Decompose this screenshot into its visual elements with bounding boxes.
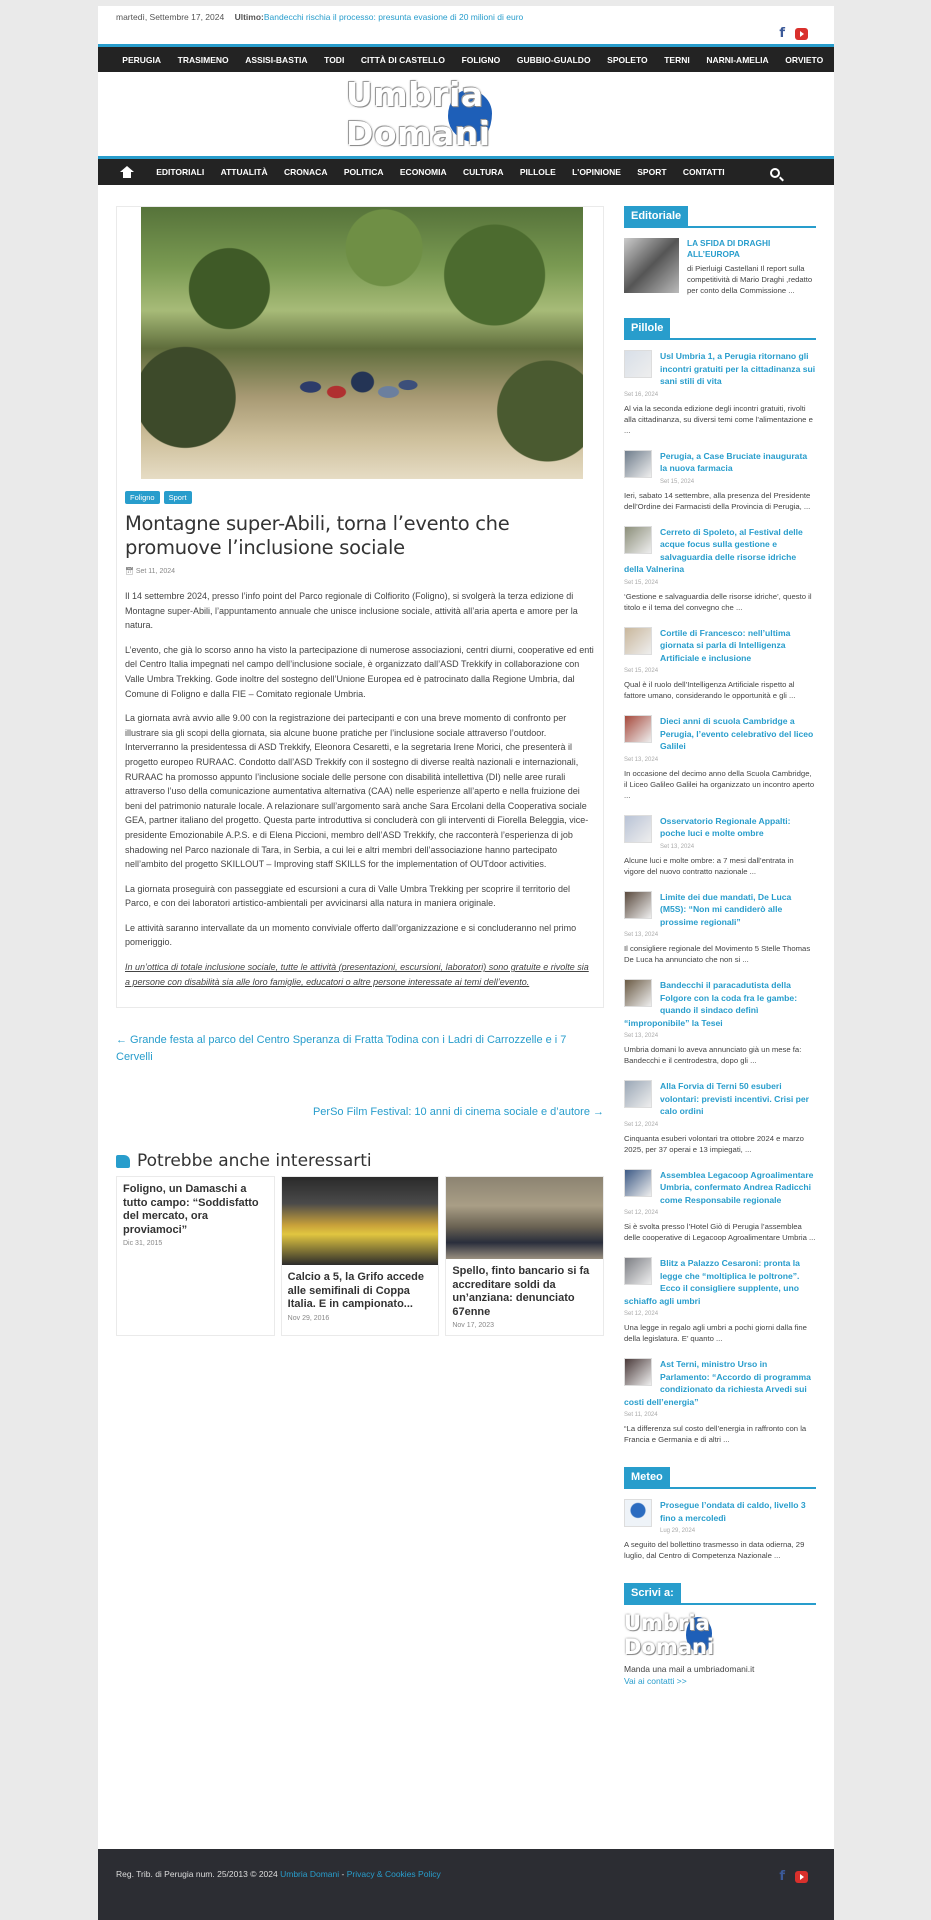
pillole-excerpt: “La differenza sul costo dell’energia in raffronto con la Francia e Germania e di altri ... (624, 1424, 807, 1444)
footer (98, 1849, 834, 1920)
pillole-link[interactable]: Dieci anni di scuola Cambridge a Perugia, l’evento celebrativo del liceo Galilei (660, 716, 814, 751)
tag-foligno[interactable]: Foligno (125, 491, 160, 504)
pillole-link[interactable]: Bandecchi il paracadutista della Folgore con la coda fra le gambe: quando il sindaco definì “improponibile” la Tesei (624, 980, 798, 1028)
pillole-title: Pillole (624, 318, 670, 340)
city-nav (98, 44, 834, 72)
related-title (116, 1151, 604, 1171)
hikers-image-detail (291, 347, 421, 447)
related-item[interactable] (445, 1176, 604, 1336)
meteo-date: Lug 29, 2024 (660, 1528, 696, 1534)
pillole-item (624, 715, 816, 801)
top-bar (98, 6, 834, 44)
editoriale-title: Editoriale (624, 206, 688, 228)
scrivi-logo (624, 1611, 776, 1659)
sidebar (624, 206, 816, 1709)
pillole-link[interactable]: Blitz a Palazzo Cesaroni: pronta la legge che “moltiplica le poltrone”. Ecco il consigliere supplente, uno schiaffo agli umbri (624, 1258, 800, 1306)
pillole-date: Set 16, 2024 (624, 391, 659, 398)
post-navigation (116, 1032, 604, 1121)
meteo-title: Meteo (624, 1467, 670, 1489)
pillole-excerpt: Alcune luci e molte ombre: a 7 mesi dall’entrata in vigore del nuovo contratto nazionale ... (624, 855, 794, 876)
main-nav-item[interactable]: CULTURA (463, 167, 504, 177)
main-nav-item[interactable]: CONTATTI (682, 167, 725, 177)
pillole-item (624, 526, 816, 613)
contacts-link[interactable]: Vai ai contatti >> (624, 1676, 687, 1686)
article (116, 206, 604, 1008)
pillole-excerpt: Cinquanta esuberi volontari tra ottobre 2024 e marzo 2025, per 37 operai e 13 impiegati, ... (624, 1133, 804, 1154)
pillole-thumbnail[interactable] (624, 979, 652, 1007)
pillole-thumbnail[interactable] (624, 450, 652, 478)
pillole-thumbnail[interactable] (624, 350, 652, 378)
city-nav-item[interactable]: NARNI-AMELIA (706, 54, 769, 65)
pillole-date: Set 12, 2024 (624, 1210, 659, 1216)
facebook-icon[interactable]: f (779, 1869, 785, 1884)
pillole-item (624, 350, 816, 436)
article-body (125, 589, 595, 989)
pillole-excerpt: Il consigliere regionale del Movimento 5 Stelle Thomas De Luca ha annunciato che non si ... (624, 944, 811, 964)
city-nav-item[interactable]: SPOLETO (607, 54, 648, 65)
pillole-date: Set 12, 2024 (624, 1121, 659, 1128)
pillole-date: Set 13, 2024 (624, 1033, 659, 1039)
city-nav-item[interactable]: FOLIGNO (461, 54, 501, 65)
main-nav-item[interactable]: EDITORIALI (156, 167, 205, 177)
main-nav-item[interactable]: L'OPINIONE (572, 167, 621, 177)
pillole-widget (624, 318, 816, 1445)
main-nav-item[interactable]: SPORT (637, 167, 667, 177)
pillole-thumbnail[interactable] (624, 1358, 652, 1386)
related-grid (116, 1176, 604, 1336)
pillole-excerpt: In occasione del decimo anno della Scuola Cambridge, il Liceo Galileo Galilei ha organizzato un incontro aperto ... (624, 768, 815, 800)
city-nav-item[interactable]: ASSISI-BASTIA (245, 54, 308, 65)
main-content (116, 206, 604, 1336)
main-nav-item[interactable]: PILLOLE (519, 167, 556, 177)
editoriale-thumbnail[interactable] (624, 238, 679, 293)
city-nav-item[interactable]: TODI (324, 54, 345, 65)
pillole-link[interactable]: Assemblea Legacoop Agroalimentare Umbria, confermato Andrea Radicchi come Responsabile regionale (660, 1169, 814, 1205)
pillole-date: Set 15, 2024 (660, 478, 695, 485)
article-tags (125, 491, 595, 504)
breaking-news-link[interactable]: Bandecchi rischia il processo: presunta evasione di 20 milioni di euro (263, 12, 524, 22)
next-post-link[interactable]: PerSo Film Festival: 10 anni di cinema sociale e d’autore → (312, 1106, 604, 1119)
article-paragraph-3: La giornata avrà avvio alle 9.00 con la registrazione dei partecipanti e con una breve momento di confronto per illustrare sia gli scopi della giornata, sia alcune buone pratiche per l’inclusione sociale attraverso l’outdoor. Interverranno la presidentessa di ASD Trekkify, Eleonora Cesaretti, e la segretaria Irene Morici, che presenterà il progetto europeo RURAAC. Condotto dall’ASD Trekkify con il sostegno di diverse realtà nazionali e internazionali, RURAAC ha promosso appunto l’inclusione sociale delle persone con disabilità intellettiva (DI) nelle aree rurali attraverso l’uso della comunicazione aumentativa alternativa (CAA) nelle esperienze all’aperto e nella fruizione dei beni del patrimonio naturale locale. A relazionare sull’argomento sarà anche Sara Ercolani della Cooperativa sociale GEA, partner italiano del progetto. Questa parte introduttiva si concluderà con gli interventi di Fiorella Beleggia, vice-presidente Emozionabile A.P.S. e di Elena Piccioni, membro dell’ASD Trekkify, che racconterà l’esperienza di job shadowing nel Parco nazionale di Tara, in Serbia, a cui lei e altri membri dell’associazione hanno partecipato nell’ambito del progetto SKILLOUT – Improving staff SKILLS for the implementation of OUTdoor activities. (125, 713, 589, 870)
article-paragraph-5: Le attività saranno intervallate da un momento conviviale offerto dall’organizzazione e si concluderanno nel primo pomeriggio. (125, 922, 577, 948)
pillole-item (624, 891, 816, 966)
city-nav-item[interactable]: ORVIETO (785, 54, 824, 65)
pillole-excerpt: Umbria domani lo aveva annunciato già un mese fa: Bandecchi e il centrodestra, dopo gli ... (624, 1045, 802, 1065)
meteo-widget (624, 1467, 816, 1561)
facebook-icon[interactable]: f (779, 26, 785, 41)
pillole-excerpt: Si è svolta presso l’Hotel Giò di Perugia l’assemblea delle cooperative di Legacoop Agroalimentare Umbria ... (624, 1222, 816, 1242)
pillole-thumbnail[interactable] (624, 1080, 652, 1108)
related-title-text: Potrebbe anche interessarti (137, 1151, 372, 1172)
footer-brand-link[interactable]: Umbria Domani (280, 1869, 340, 1879)
social-links-footer (779, 1869, 808, 1884)
main-nav-item[interactable]: POLITICA (343, 167, 384, 177)
breaking-label: Ultimo: (234, 12, 264, 22)
thumbs-up-icon (116, 1155, 130, 1168)
pillole-date: Set 13, 2024 (624, 756, 659, 763)
city-nav-item[interactable]: CITTÀ DI CASTELLO (360, 54, 445, 65)
pillole-item (624, 1358, 816, 1445)
pillole-date: Set 12, 2024 (624, 1311, 659, 1317)
header-logo-area (98, 72, 834, 156)
pillole-thumbnail[interactable] (624, 1169, 652, 1197)
pillole-item (624, 627, 816, 702)
footer-separator: - (339, 1869, 347, 1879)
site-logo[interactable] (346, 75, 586, 153)
main-nav-item[interactable]: ECONOMIA (399, 167, 447, 177)
logo-text: Umbria Domani (346, 75, 491, 153)
pillole-item (624, 450, 816, 512)
related-item-date: Nov 17, 2023 (452, 1322, 494, 1330)
scrivi-title: Scrivi a: (624, 1583, 681, 1605)
pillole-date: Set 15, 2024 (624, 579, 659, 586)
social-links-top (779, 26, 808, 41)
pillole-date: Set 15, 2024 (624, 668, 659, 674)
editoriale-widget (624, 206, 816, 296)
related-posts (116, 1151, 604, 1336)
article-date: 📅︎ Set 11, 2024 (125, 568, 176, 575)
pillole-item (624, 1169, 816, 1244)
pillole-link[interactable]: Osservatorio Regionale Appalti: poche luci e molte ombre (660, 815, 791, 838)
pillole-list (624, 350, 816, 1445)
article-paragraph-6: In un’ottica di totale inclusione sociale, tutte le attività (presentazioni, escursioni, laboratori) sono gratuite e rivolte sia a persone con disabilità sia alle loro famiglie, educatori o altre persone interessate ai temi dell’evento. (125, 962, 589, 987)
pillole-item (624, 1080, 816, 1155)
scrivi-logo-text: Umbria Domani (624, 1611, 715, 1659)
page-wrapper (98, 6, 834, 1920)
article-paragraph-2: L’evento, che già lo scorso anno ha visto la partecipazione di numerose associazioni, centri diurni, cooperative ed enti del Centro Italia impegnati nel campo dell’inclusione sociale, è organizzato dall’ASD Trekkify in collaborazione con Valle Umbra Trekking. Gode inoltre del sostegno dell’Unione Europea ed è patrocinato dalla Regione Umbria, dal Comune di Foligno e dalla FIE – Comitato regionale Umbria. (125, 644, 594, 699)
privacy-link[interactable]: Privacy & Cookies Policy (346, 1869, 441, 1879)
pillole-date: Set 13, 2024 (660, 843, 695, 850)
pillole-link[interactable]: Cerreto di Spoleto, al Festival delle acque focus sulla gestione e salvaguardia delle risorse idriche della Valnerina (624, 526, 803, 574)
article-paragraph-1: Il 14 settembre 2024, presso l’info point del Parco regionale di Colfiorito (Foligno), si svolgerà la terza edizione di Montagne super-Abili, l’appuntamento annuale che unisce inclusione sociale, attività all’aria aperta e amore per la natura. (125, 591, 578, 631)
pillole-excerpt: Una legge in regalo agli umbri a pochi giorni dalla fine della legislatura. E’ quanto ... (624, 1323, 807, 1343)
article-paragraph-4: La giornata proseguirà con passeggiate ed escursioni a cura di Valle Umbra Trekking per scoprire il territorio del Parco, e con dei laboratori artistico-ambientali per avvicinarsi alla natura in maniera originale. (125, 883, 571, 909)
article-featured-image (141, 207, 583, 479)
tag-sport[interactable]: Sport (164, 491, 192, 504)
city-nav-item[interactable]: GUBBIO-GUALDO (516, 54, 591, 65)
pillole-link[interactable]: Cortile di Francesco: nell’ultima giornata si parla di Intelligenza Artificiale e inclusione (660, 627, 791, 663)
pillole-date: Set 11, 2024 (624, 1412, 658, 1418)
pillole-item (624, 1257, 816, 1344)
previous-post-link[interactable]: ← Grande festa al parco del Centro Speranza di Fratta Todina con i Ladri di Carrozzelle e i 7 Cervelli (116, 1034, 567, 1064)
meteo-link[interactable]: Prosegue l’ondata di caldo, livello 3 fino a mercoledì (660, 1500, 806, 1523)
pillole-thumbnail[interactable] (624, 815, 652, 843)
pillole-link[interactable]: Usl Umbria 1, a Perugia ritornano gli incontri gratuiti per la cittadinanza sui sani stili di vita (660, 351, 816, 386)
related-item[interactable] (116, 1176, 275, 1336)
search-icon[interactable] (770, 168, 780, 178)
pillole-item (624, 979, 816, 1066)
pillole-excerpt: Al via la seconda edizione degli incontri gratuiti, rivolti alla cittadinanza, su diversi temi come l’alimentazione e ... (624, 403, 813, 435)
home-icon[interactable] (120, 166, 134, 178)
pillole-item (624, 815, 816, 877)
related-item[interactable] (281, 1176, 440, 1336)
city-nav-item[interactable]: TERNI (664, 54, 690, 65)
editoriale-excerpt: di Pierluigi Castellani Il report sulla competitività di Mario Draghi ,redatto per conto della Commissione ... (687, 264, 813, 295)
main-nav-item[interactable]: ATTUALITÀ (220, 167, 268, 177)
youtube-icon[interactable] (795, 28, 808, 40)
pillole-thumbnail[interactable] (624, 1257, 652, 1285)
pillole-excerpt: Ieri, sabato 14 settembre, alla presenza del Presidente dell’Ordine dei Farmacisti della Provincia di Perugia, ... (624, 490, 811, 511)
meteo-thumbnail[interactable] (624, 1499, 652, 1527)
related-item-title[interactable]: Spello, finto bancario si fa accreditare soldi da un’anziana: denunciato 67enne (452, 1265, 590, 1318)
current-date: martedì, Settembre 17, 2024 (116, 12, 225, 22)
pillole-excerpt: ‘Gestione e salvaguardia delle risorse idriche’, questo il titolo e il tema del convegno che ... (624, 591, 812, 612)
related-item-date: Nov 29, 2016 (287, 1314, 330, 1322)
related-item-date: Dic 31, 2015 (123, 1240, 163, 1248)
city-nav-item[interactable]: TRASIMENO (177, 54, 229, 65)
article-title: Montagne super-Abili, torna l’evento che promuove l’inclusione sociale (125, 512, 510, 559)
footer-copyright: Reg. Trib. di Perugia num. 25/2013 © 2024 (116, 1869, 281, 1879)
pillole-excerpt: Qual è il ruolo dell’Intelligenza Artificiale rispetto al fattore umano, considerando le opportunità e gli ... (624, 680, 796, 700)
scrivi-mail-text: Manda una mail a umbriadomani.it (624, 1664, 755, 1674)
main-nav (98, 156, 834, 185)
pillole-thumbnail[interactable] (624, 526, 652, 554)
pillole-thumbnail[interactable] (624, 891, 652, 919)
article-date-text[interactable]: Set 11, 2024 (135, 568, 176, 575)
city-nav-item[interactable]: PERUGIA (122, 54, 162, 65)
pillole-link[interactable]: Perugia, a Case Bruciate inaugurata la nuova farmacia (660, 450, 808, 473)
pillole-link[interactable]: Limite dei due mandati, De Luca (M5S): “Non mi candiderò alle prossime regionali” (660, 891, 792, 927)
related-item-title[interactable]: Foligno, un Damaschi a tutto campo: “Soddisfatto del mercato, ora proviamoci” (123, 1183, 259, 1236)
related-item-image[interactable] (446, 1177, 603, 1259)
main-nav-item[interactable]: CRONACA (284, 167, 328, 177)
editoriale-link[interactable]: LA SFIDA DI DRAGHI ALL’EUROPA (687, 238, 771, 259)
meteo-item (624, 1499, 816, 1561)
pillole-date: Set 13, 2024 (624, 932, 659, 938)
meteo-excerpt: A seguito del bollettino trasmesso in data odierna, 29 luglio, dal Centro di Competenza Nazionale ... (624, 1540, 805, 1560)
pillole-link[interactable]: Ast Terni, ministro Urso in Parlamento: “Accordo di programma condizionato da richiesta Arvedi sui costi dell’energia” (624, 1359, 811, 1407)
related-item-image[interactable] (282, 1177, 439, 1265)
youtube-icon[interactable] (795, 1871, 808, 1883)
pillole-thumbnail[interactable] (624, 715, 652, 743)
pillole-link[interactable]: Alla Forvia di Terni 50 esuberi volontari: previsti incentivi. Crisi per calo ordini (660, 1081, 809, 1116)
scrivi-widget (624, 1583, 816, 1687)
related-item-title[interactable]: Calcio a 5, la Grifo accede alle semifinali di Coppa Italia. E in campionato... (287, 1271, 425, 1311)
pillole-thumbnail[interactable] (624, 627, 652, 655)
